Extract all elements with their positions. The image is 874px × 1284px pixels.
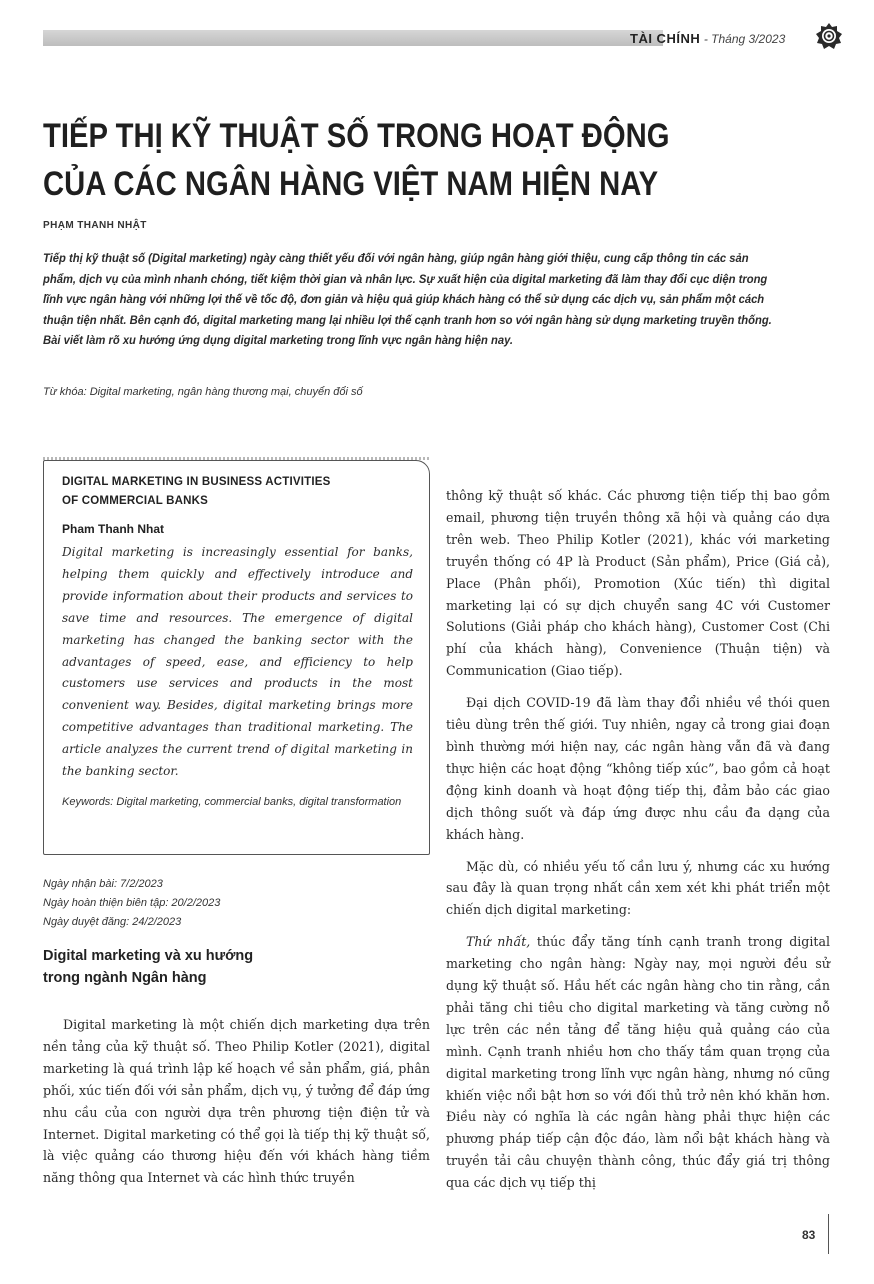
english-title-line-2: OF COMMERCIAL BANKS bbox=[62, 495, 209, 507]
title-line-1: TIẾP THỊ KỸ THUẬT SỐ TRONG HOẠT ĐỘNG bbox=[43, 117, 670, 155]
english-title-line-1: DIGITAL MARKETING IN BUSINESS ACTIVITIES bbox=[62, 476, 331, 488]
title-line-2: CỦA CÁC NGÂN HÀNG VIỆT NAM HIỆN NAY bbox=[43, 165, 659, 203]
date-received: Ngày nhận bài: 7/2/2023 bbox=[43, 878, 163, 890]
page-number: 83 bbox=[802, 1228, 816, 1242]
english-title bbox=[62, 473, 413, 511]
body-paragraph: thông kỹ thuật số khác. Các phương tiện tiếp thị bao gồm email, phương tiện truyền thông xã hội và quảng cáo dựa trên web. Theo Philip Kotler (2021), khác với marketing truyền thống có 4P là Product (Sản phẩm), Price (Giá cả), Place (Phân phối), Promotion (Xúc tiến) thì digital marketing lại có sự dịch chuyển sang 4C với Customer Solutions (Giải pháp cho khách hàng), Customer Cost (Chi phí của khách hàng), Convenience (Thuận tiện) và Communication (Giao tiếp). bbox=[446, 488, 830, 679]
magazine-logo-icon bbox=[815, 22, 843, 50]
date-revised: Ngày hoàn thiện biên tập: 20/2/2023 bbox=[43, 897, 221, 909]
article-author: PHẠM THANH NHẬT bbox=[43, 220, 147, 231]
english-summary-box bbox=[43, 460, 430, 855]
section-heading bbox=[43, 945, 253, 989]
body-paragraph bbox=[446, 931, 830, 1194]
header-section: TÀI CHÍNH bbox=[630, 31, 701, 46]
body-paragraph: Mặc dù, có nhiều yếu tố cần lưu ý, nhưng các xu hướng sau đây là quan trọng nhất cần xem xét khi phát triển một chiến dịch digital marketing: bbox=[446, 858, 830, 918]
body-column-right bbox=[446, 485, 830, 1204]
english-keywords: Keywords: Digital marketing, commercial banks, digital transformation bbox=[62, 795, 402, 808]
section-heading-line-2: trong ngành Ngân hàng bbox=[43, 970, 207, 986]
paragraph-text: thúc đẩy tăng tính cạnh tranh trong digital marketing cho ngân hàng: Ngày nay, mọi người đều sử dụng kỹ thuật số. Hầu hết các ngân hàng cho tin rằng, cần phải tăng chi tiêu cho digital marketing và tăng cường nỗ lực trên các nền tảng để tăng hiệu quả quảng cáo của mình. Cạnh tranh nhiều hơn cho thấy tầm quan trọng của digital marketing trong lĩnh vực ngân hàng, nhưng nó cũng khiến việc nổi bật hơn so với đối thủ trở nên khó khăn hơn. Điều này có nghĩa là các ngân hàng phải thực hiện các phương pháp tiếp cận độc đáo, làm nổi bật khách hàng và truyền tải câu chuyện thành công, thúc đẩy giá trị thông qua các dịch vụ tiếp thị bbox=[446, 934, 830, 1191]
header-bar bbox=[43, 30, 663, 46]
article-keywords: Từ khóa: Digital marketing, ngân hàng thương mại, chuyển đổi số bbox=[43, 386, 363, 398]
running-header bbox=[630, 31, 785, 46]
english-author: Pham Thanh Nhat bbox=[62, 522, 165, 536]
body-paragraph: Đại dịch COVID-19 đã làm thay đổi nhiều về thói quen tiêu dùng trên thế giới. Tuy nhiên, ngay cả trong giai đoạn bình thường mới hiện nay, các ngân hàng vẫn đã và đang thực hiện các hoạt động “không tiếp xúc”, bao gồm cả hoạt động kinh doanh và hoạt động tiếp thị, đảm bảo các giao dịch thông suốt và đáp ứng được nhu cầu đa dạng của khách hàng. bbox=[446, 695, 830, 842]
page-number-rule bbox=[828, 1214, 829, 1254]
paragraph-lead: Thứ nhất, bbox=[466, 934, 531, 950]
date-accepted: Ngày duyệt đăng: 24/2/2023 bbox=[43, 916, 182, 928]
article-abstract: Tiếp thị kỹ thuật số (Digital marketing) ngày càng thiết yếu đối với ngân hàng, giúp ngân hàng giới thiệu, cung cấp thông tin các sản phẩm, dịch vụ của mình nhanh chóng, tiết kiệm thời gian và nhân lực. Sự xuất hiện của digital marketing đã làm thay đổi cục diện trong lĩnh vực ngân hàng với những lợi thế về tốc độ, đơn giản và hiệu quả giúp khách hàng có thể sử dụng các dịch vụ, sản phẩm một cách thuận tiện nhất. Bên cạnh đó, digital marketing mang lại nhiều lợi thế cạnh tranh hơn so với ngân hàng sử dụng marketing truyền thống. Bài viết làm rõ xu hướng ứng dụng digital marketing trong lĩnh vực ngân hàng hiện nay. bbox=[43, 251, 772, 347]
section-heading-line-1: Digital marketing và xu hướng bbox=[43, 948, 254, 964]
article-title bbox=[43, 112, 731, 208]
english-abstract: Digital marketing is increasingly essential for banks, helping them quickly and effectively introduce and provide information about their products and services to save time and resources. The emergence of digital marketing has changed the banking sector with the advantages of speed, ease, and efficiency to help customers use services and products in the most convenient way. Besides, digital marketing brings more competitive advantages than traditional marketing. The article analyzes the current trend of digital marketing in the banking sector. bbox=[62, 545, 413, 779]
header-date: - Tháng 3/2023 bbox=[703, 32, 786, 46]
body-paragraph-left: Digital marketing là một chiến dịch marketing dựa trên nền tảng của kỹ thuật số. Theo Philip Kotler (2021), digital marketing là quá trình lập kế hoạch về sản phẩm, giá, phân phối, xúc tiến đối với sản phẩm, dịch vụ, ý tưởng để đáp ứng nhu cầu của con người dựa trên phương tiện điện tử và Internet. Digital marketing có thể gọi là tiếp thị kỹ thuật số, là việc quảng cáo thương hiệu đến với khách hàng tiềm năng thông qua Internet và các hình thức truyền bbox=[43, 1017, 430, 1186]
article-dates bbox=[43, 875, 220, 932]
